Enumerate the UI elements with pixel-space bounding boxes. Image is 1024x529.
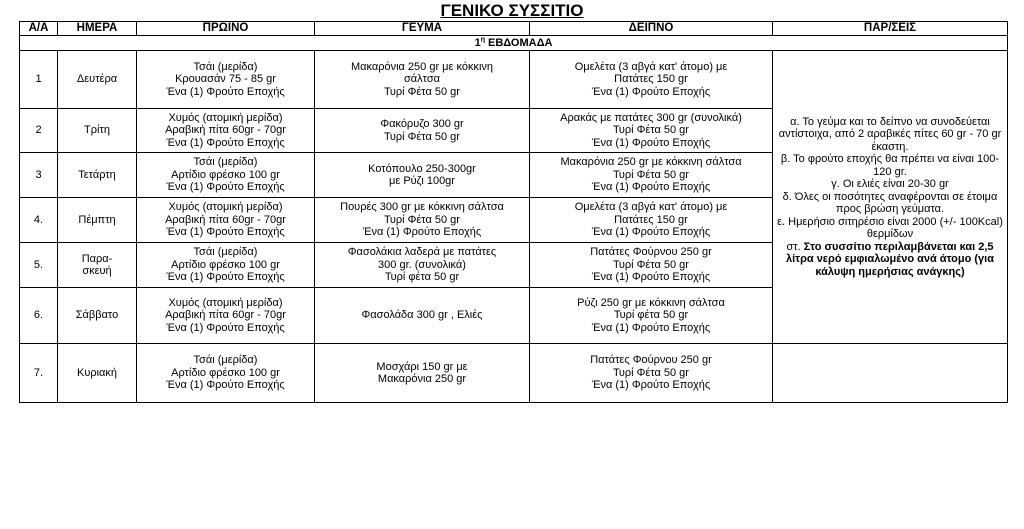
day-cell-line: Παρα- <box>81 252 113 265</box>
breakfast-cell-line: Ένα (1) Φρούτο Εποχής <box>166 136 285 149</box>
day-cell: Τρίτη <box>58 109 137 153</box>
row-number: 5. <box>20 243 58 288</box>
lunch-cell-line: Μακαρόνια 250 gr με κόκκινη <box>350 60 494 73</box>
lunch-cell-line: σάλτσα <box>404 73 440 86</box>
lunch-cell-line: Τυρί Φέτα 50 gr <box>384 85 460 98</box>
note-prefix: στ. <box>786 240 804 253</box>
header-breakfast: ΠΡΩΙΝΟ <box>137 22 315 36</box>
document-title: ΓΕΝΙΚΟ ΣΥΣΣΙΤΙΟ <box>440 1 584 20</box>
row-number: 7. <box>20 344 58 403</box>
dinner-cell-line: Πατάτες 150 gr <box>614 213 688 226</box>
header-aa: Α/Α <box>20 22 58 36</box>
dinner-cell-line: Ένα (1) Φρούτο Εποχής <box>591 181 711 194</box>
dinner-cell <box>530 153 773 198</box>
breakfast-cell <box>137 243 315 288</box>
day-cell: Πέμπτη <box>58 198 137 243</box>
week-label: $1^\eta$ ΕΒΔΟΜΑΔΑ <box>20 36 1008 51</box>
dinner-cell-line: Ένα (1) Φρούτο Εποχής <box>591 271 711 284</box>
dinner-cell-line: Τυρί Φέτα 50 gr <box>613 366 689 379</box>
lunch-cell-line: Τυρί Φέτα 50 gr <box>384 213 460 226</box>
breakfast-cell-line: Αρτίδιο φρέσκο 100 gr <box>171 168 280 181</box>
lunch-cell-line: Ένα (1) Φρούτο Εποχής <box>362 226 482 239</box>
header-row <box>20 22 1008 36</box>
breakfast-cell-line: Χυμός (ατομική μερίδα) <box>168 111 283 124</box>
lunch-cell <box>315 198 530 243</box>
day-cell-line: σκευή <box>82 265 112 277</box>
dinner-cell <box>530 243 773 288</box>
lunch-cell-line: Μοσχάρι 150 gr με <box>376 360 468 373</box>
lunch-cell-line: Φασολάκια λαδερά με πατάτες <box>347 246 497 259</box>
breakfast-cell-line: Αρτίδιο φρέσκο 100 gr <box>171 258 280 271</box>
breakfast-cell <box>137 198 315 243</box>
note-item: ε. Ημερήσιο σιτηρέσιο είναι 2000 (+/- 100Kcal) θερμίδων <box>777 215 1003 241</box>
breakfast-cell-line: Χυμός (ατομική μερίδα) <box>168 296 283 309</box>
week-row <box>20 36 1008 51</box>
dinner-cell-line: Ένα (1) Φρούτο Εποχής <box>591 226 711 239</box>
table-row <box>20 51 1008 109</box>
row-number: 3 <box>20 153 58 198</box>
table-row <box>20 344 1008 403</box>
dinner-cell-line: Μακαρόνια 250 gr με κόκκινη σάλτσα <box>560 156 742 169</box>
dinner-cell <box>530 198 773 243</box>
dinner-cell <box>530 51 773 109</box>
breakfast-cell-line: Ένα (1) Φρούτο Εποχής <box>166 321 285 334</box>
breakfast-cell <box>137 288 315 344</box>
dinner-cell-line: Ένα (1) Φρούτο Εποχής <box>591 321 711 334</box>
day-cell <box>58 243 137 288</box>
dinner-cell-line: Ένα (1) Φρούτο Εποχής <box>591 379 711 392</box>
note-item: α. Το γεύμα και το δείπνο να συνοδεύεται αντίστοιχα, από 2 αραβικές πίτες 60 gr - 70 gr έκαστη. <box>778 115 1002 153</box>
notes-cell <box>773 51 1008 344</box>
row-number: 2 <box>20 109 58 153</box>
dinner-cell-line: Πατάτες 150 gr <box>614 73 688 86</box>
breakfast-cell-line: Τσάι (μερίδα) <box>193 246 258 259</box>
breakfast-cell <box>137 344 315 403</box>
breakfast-cell-line: Χυμός (ατομική μερίδα) <box>168 201 283 214</box>
note-item: γ. Οι ελιές είναι 20-30 gr <box>831 178 949 191</box>
dinner-cell-line: Τυρί Φέτα 50 gr <box>613 258 689 271</box>
dinner-cell <box>530 109 773 153</box>
dinner-cell-line: Ένα (1) Φρούτο Εποχής <box>591 85 711 98</box>
dinner-cell-line: Ομελέτα (3 αβγά κατ' άτομο) με <box>574 60 728 73</box>
lunch-cell <box>315 109 530 153</box>
header-notes: ΠΑΡ/ΣΕΙΣ <box>773 22 1008 36</box>
note-item: δ. Όλες οι ποσότητες αναφέρονται σε έτοιμα προς βρώση γεύματα. <box>782 190 998 216</box>
lunch-cell-line: 300 gr. (συνολικά) <box>378 258 466 271</box>
header-dinner: ΔΕΙΠΝΟ <box>530 22 773 36</box>
breakfast-cell-line: Τσάι (μερίδα) <box>193 60 258 73</box>
breakfast-cell-line: Ένα (1) Φρούτο Εποχής <box>166 85 285 98</box>
lunch-cell-line: Κοτόπουλο 250-300gr <box>368 162 476 175</box>
breakfast-cell <box>137 109 315 153</box>
breakfast-cell-line: Τσάι (μερίδα) <box>193 156 258 169</box>
breakfast-cell-line: Τσάι (μερίδα) <box>193 354 258 367</box>
row-number: 6. <box>20 288 58 344</box>
breakfast-cell <box>137 153 315 198</box>
breakfast-cell-line: Αραβική πίτα 60gr - 70gr <box>165 213 286 226</box>
dinner-cell-line: Πατάτες Φούρνου 250 gr <box>590 354 712 367</box>
breakfast-cell-line: Ένα (1) Φρούτο Εποχής <box>166 271 285 284</box>
note-item-water <box>775 241 1005 279</box>
dinner-cell-line: Ρύζι 250 gr με κόκκινη σάλτσα <box>577 296 725 309</box>
notes-empty-cell <box>773 344 1008 403</box>
dinner-cell <box>530 288 773 344</box>
lunch-cell-line: Τυρί Φέτα 50 gr <box>384 130 460 143</box>
dinner-cell-line: Τυρί φέτα 50 gr <box>613 309 689 322</box>
dinner-cell-line: Αρακάς με πατάτες 300 gr (συνολικά) <box>560 111 742 124</box>
dinner-cell <box>530 344 773 403</box>
dinner-cell-line: Ομελέτα (3 αβγά κατ' άτομο) με <box>574 201 728 214</box>
breakfast-cell-line: Αρτίδιο φρέσκο 100 gr <box>171 366 280 379</box>
breakfast-cell-line: Ένα (1) Φρούτο Εποχής <box>166 379 285 392</box>
lunch-cell-line: με Ρύζι 100gr <box>389 175 455 187</box>
lunch-cell <box>315 243 530 288</box>
row-number: 1 <box>20 51 58 109</box>
breakfast-cell-line: Αραβική πίτα 60gr - 70gr <box>165 124 286 137</box>
header-lunch: ΓΕΥΜΑ <box>315 22 530 36</box>
lunch-cell-line: Πουρές 300 gr με κόκκινη σάλτσα <box>340 201 504 214</box>
lunch-cell <box>315 153 530 198</box>
breakfast-cell-line: Ένα (1) Φρούτο Εποχής <box>166 226 285 239</box>
lunch-cell-line: Φασολάδα 300 gr , Ελιές <box>361 309 483 322</box>
lunch-cell-line: Μακαρόνια 250 gr <box>377 373 467 385</box>
breakfast-cell <box>137 51 315 109</box>
day-cell: Τετάρτη <box>58 153 137 198</box>
day-cell: Δευτέρα <box>58 51 137 109</box>
lunch-cell-line: Φακόρυζο 300 gr <box>380 118 464 130</box>
dinner-cell-line: Τυρί Φέτα 50 gr <box>613 124 689 137</box>
row-number: 4. <box>20 198 58 243</box>
day-cell: Σάββατο <box>58 288 137 344</box>
lunch-cell-line: Τυρί φέτα 50 gr <box>384 271 460 284</box>
dinner-cell-line: Τυρί Φέτα 50 gr <box>613 168 689 181</box>
lunch-cell <box>315 344 530 403</box>
menu-table <box>19 21 1008 403</box>
lunch-cell <box>315 288 530 344</box>
lunch-cell <box>315 51 530 109</box>
note-bold-text: Στο συσσίτιο περιλαμβάνεται και 2,5 λίτρα νερό εμφιαλωμένο ανά άτομο (για κάλυψη ημερήσιας ανάγκης) <box>785 240 994 278</box>
breakfast-cell-line: Κρουασάν 75 - 85 gr <box>175 73 276 86</box>
dinner-cell-line: Πατάτες Φούρνου 250 gr <box>590 246 712 259</box>
breakfast-cell-line: Αραβική πίτα 60gr - 70gr <box>165 309 286 322</box>
dinner-cell-line: Ένα (1) Φρούτο Εποχής <box>591 136 711 149</box>
header-day: ΗΜΕΡΑ <box>58 22 137 36</box>
day-cell: Κυριακή <box>58 344 137 403</box>
breakfast-cell-line: Ένα (1) Φρούτο Εποχής <box>166 181 285 194</box>
note-item: β. Το φρούτο εποχής θα πρέπει να είναι 100-120 gr. <box>780 153 1000 178</box>
